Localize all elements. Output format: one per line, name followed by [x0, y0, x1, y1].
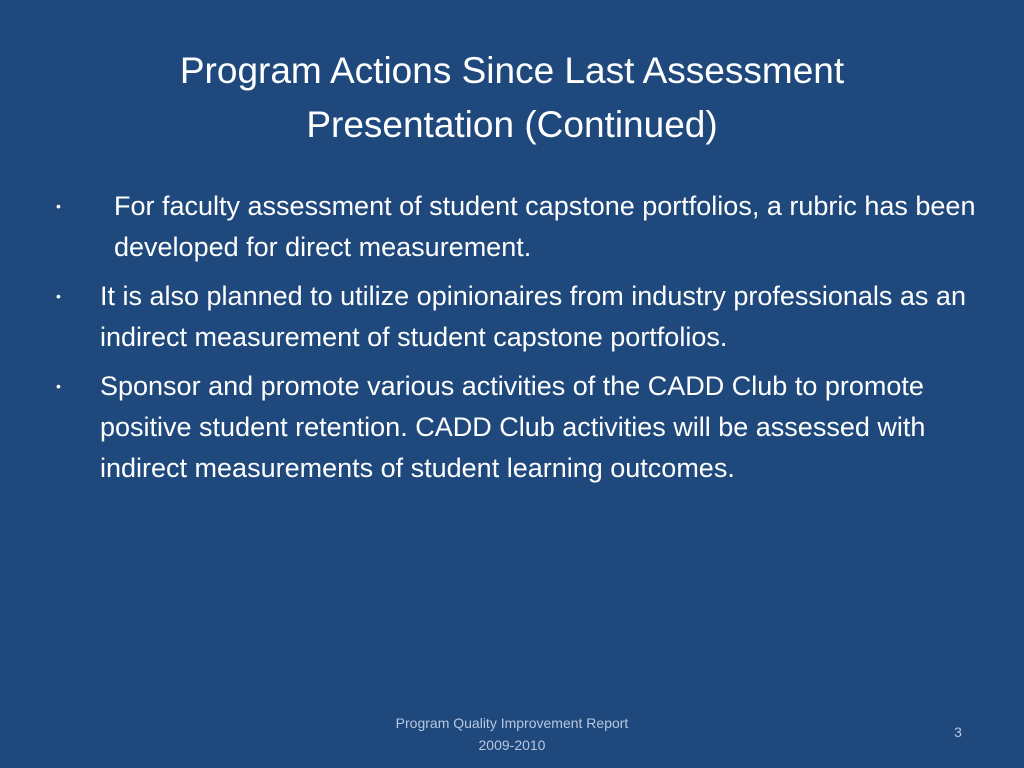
page-number: 3	[954, 724, 962, 740]
title-line-2: Presentation (Continued)	[306, 104, 718, 145]
bullet-item	[56, 276, 976, 358]
bullet-marker: •	[56, 378, 61, 394]
slide-footer	[312, 712, 712, 756]
bullet-text: For faculty assessment of student capstone portfolios, a rubric has been developed for direct measurement.	[114, 191, 976, 262]
title-line-1: Program Actions Since Last Assessment	[179, 50, 845, 91]
bullet-text: Sponsor and promote various activities of the CADD Club to promote positive student retention. CADD Club activities will be assessed with indirect measurements of student learning outcomes.	[100, 371, 926, 483]
footer-line-2: 2009-2010	[478, 737, 546, 753]
bullet-marker: •	[56, 288, 61, 304]
bullet-item	[56, 186, 976, 268]
bullet-marker: •	[56, 198, 61, 214]
footer-line-1: Program Quality Improvement Report	[395, 715, 629, 731]
bullet-item	[56, 366, 976, 489]
bullet-list	[56, 186, 976, 497]
bullet-text: It is also planned to utilize opinionaires from industry professionals as an indirect measurement of student capstone portfolios.	[100, 281, 966, 352]
slide-title	[60, 44, 964, 152]
